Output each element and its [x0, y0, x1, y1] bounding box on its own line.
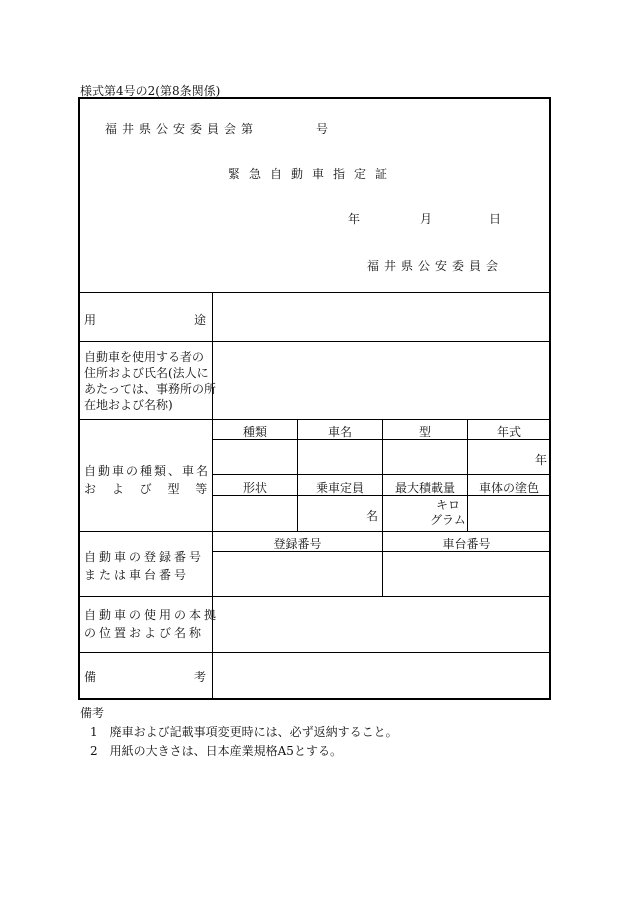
- label-line: あたっては、事務所の所: [84, 382, 217, 396]
- label-line: 自動車の使用の本拠: [84, 608, 220, 622]
- date-day: 日: [489, 212, 502, 226]
- note-text: 用紙の大きさは、日本産業規格A5とする。: [109, 744, 342, 758]
- header-max-load: 最大積載量: [394, 481, 455, 495]
- label-line: 住所および氏名(法人に: [84, 366, 209, 380]
- label-line: または車台番号: [84, 568, 190, 582]
- capacity-unit: 名: [366, 509, 379, 523]
- note-number: 2: [90, 744, 98, 758]
- vehicle-type-label: [84, 462, 213, 498]
- usage-label-start: 用: [84, 313, 97, 327]
- header-chassis-number: 車台番号: [442, 537, 491, 551]
- notes-heading: 備考: [80, 706, 105, 720]
- remarks-label: [84, 668, 206, 685]
- note-item: [90, 723, 398, 740]
- rule-base-bottom: [79, 652, 550, 653]
- date-year: 年: [348, 212, 361, 226]
- load-unit: [430, 498, 466, 528]
- rule-vehicle-col2: [382, 419, 383, 596]
- label-line: の位置および名称: [84, 626, 205, 640]
- header-vehicle-name: 車名: [327, 425, 352, 439]
- registration-label: [84, 548, 204, 584]
- number-suffix: 号: [316, 122, 329, 136]
- issuer-signature: 福井県公安委員会: [367, 259, 504, 273]
- usage-label-end: 途: [193, 313, 206, 327]
- remarks-label-end: 考: [193, 670, 206, 684]
- header-model: 型: [418, 425, 431, 439]
- year-unit: 年: [535, 453, 548, 467]
- note-number: 1: [90, 725, 98, 739]
- label-line: お よ び 型 等: [84, 482, 214, 496]
- load-unit-line: グラム: [430, 513, 466, 527]
- document-title: 緊急自動車指定証: [228, 167, 397, 181]
- header-kind: 種類: [242, 425, 267, 439]
- label-line: 自動車の登録番号: [84, 550, 205, 564]
- header-registration-number: 登録番号: [273, 537, 322, 551]
- header-body-color: 車体の塗色: [478, 481, 539, 495]
- rule-usage-bottom: [79, 341, 550, 342]
- header-shape: 形状: [242, 481, 267, 495]
- rule-registration-bottom: [79, 596, 550, 597]
- label-line: 自動車の種類、車名: [84, 464, 211, 478]
- label-line: 在地および名称): [84, 398, 173, 412]
- form-number-title: 様式第4号の2(第8条関係): [80, 84, 221, 98]
- rule-header-bottom: [79, 292, 550, 293]
- header-model-year: 年式: [496, 425, 521, 439]
- issuer-line: 福井県公安委員会第: [105, 122, 259, 136]
- header-capacity: 乗車定員: [315, 481, 364, 495]
- rule-vehicle-bottom: [79, 531, 550, 532]
- base-location-label: [84, 606, 219, 642]
- remarks-label-start: 備: [84, 670, 97, 684]
- note-text: 廃車および記載事項変更時には、必ず返納すること。: [109, 725, 398, 739]
- usage-label: [84, 311, 206, 328]
- user-address-label: [84, 349, 216, 413]
- rule-user-bottom: [79, 419, 550, 420]
- label-line: 自動車を使用する者の: [84, 350, 205, 364]
- note-item: [90, 742, 342, 759]
- date-month: 月: [420, 212, 433, 226]
- load-unit-line: キロ: [435, 498, 460, 512]
